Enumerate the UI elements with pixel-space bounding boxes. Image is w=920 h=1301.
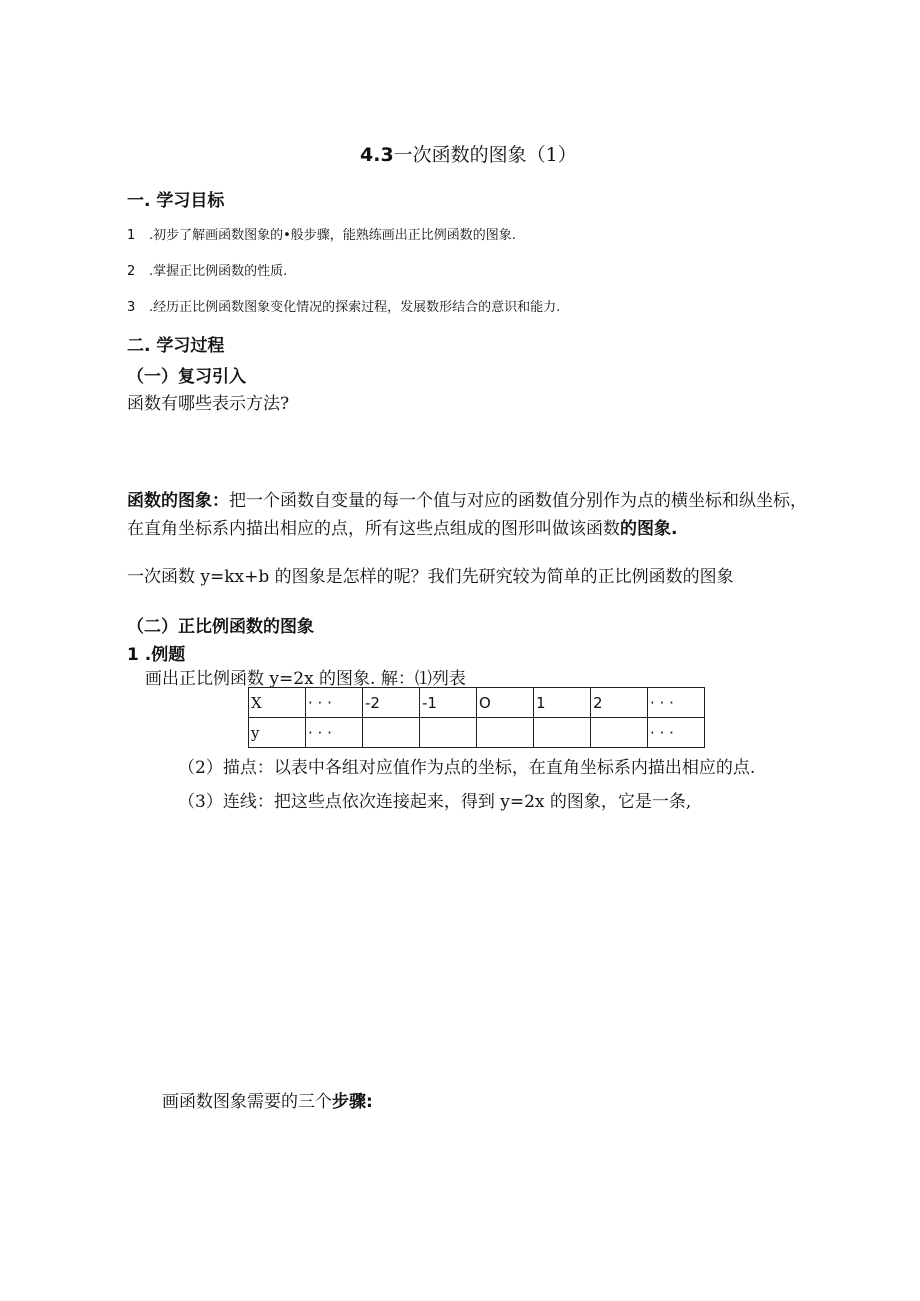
table-cell: · · · — [648, 688, 705, 718]
subheading-review: （一）复习引入 — [127, 367, 246, 387]
table-cell: X — [249, 688, 306, 718]
table-row — [249, 718, 705, 748]
section-heading-process: 二. 学习过程 — [127, 336, 225, 356]
table-cell: · · · — [306, 718, 363, 748]
subheading-graph: （二）正比例函数的图象 — [127, 617, 314, 637]
table-cell — [477, 718, 534, 748]
table-row — [249, 688, 705, 718]
goal-item: 1 .初步了解画函数图象的•般步骤，能熟练画出正比例函数的图象. — [127, 228, 516, 243]
section-heading-goals: 一. 学习目标 — [127, 191, 225, 211]
steps-prompt: 画函数图象需要的三个步骤: — [162, 1092, 373, 1112]
definition-end: 的图象. — [620, 519, 678, 539]
value-table — [248, 687, 705, 748]
title-text: 一次函数的图象（1） — [393, 144, 577, 166]
step-plot-points: （2）描点：以表中各组对应值作为点的坐标，在直角坐标系内描出相应的点. — [178, 758, 756, 778]
intro-text: 一次函数 y=kx+b 的图象是怎样的呢？我们先研究较为简单的正比例函数的图象 — [127, 567, 734, 587]
table-cell: · · · — [306, 688, 363, 718]
table-cell: · · · — [648, 718, 705, 748]
page-title — [360, 140, 577, 167]
table-cell: -1 — [420, 688, 477, 718]
goal-item: 3 .经历正比例函数图象变化情况的探索过程，发展数形结合的意识和能力. — [127, 300, 561, 315]
goal-item: 2 .掌握正比例函数的性质. — [127, 264, 288, 279]
definition-text: 把一个函数自变量的每一个值与对应的函数值分别作为点的横坐标和纵坐标，在直角坐标系内描出相应的点，所有这些点组成的图形叫做该函数 — [127, 491, 807, 539]
review-question: 函数有哪些表示方法? — [127, 394, 290, 414]
step-connect-lines: （3）连线：把这些点依次连接起来，得到 y=2x 的图象，它是一条, — [178, 792, 692, 812]
table-cell — [591, 718, 648, 748]
example-text: 画出正比例函数 y=2x 的图象. 解：⑴列表 — [145, 669, 466, 689]
table-cell — [363, 718, 420, 748]
table-cell: O — [477, 688, 534, 718]
definition-label: 函数的图象： — [127, 491, 229, 511]
table-cell — [420, 718, 477, 748]
title-number: 4.3 — [360, 144, 394, 166]
example-label: 1 .例题 — [127, 645, 186, 665]
table-cell — [534, 718, 591, 748]
table-cell: -2 — [363, 688, 420, 718]
table-cell: 2 — [591, 688, 648, 718]
table-cell: y — [249, 718, 306, 748]
definition-paragraph — [127, 487, 817, 543]
table-cell: 1 — [534, 688, 591, 718]
